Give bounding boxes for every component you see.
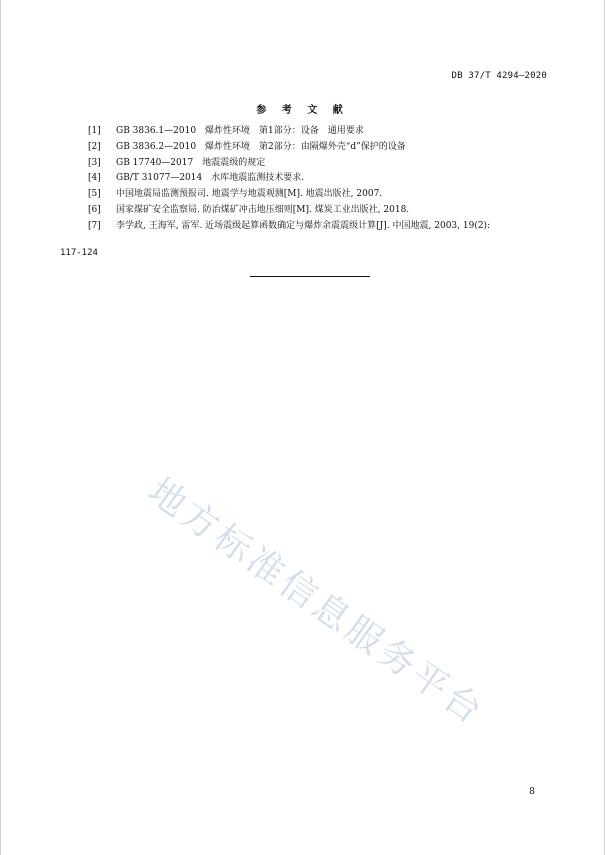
reference-text: GB 3836.2—2010 爆炸性环境 第2部分：由隔爆外壳“d”保护的设备 — [116, 141, 406, 152]
reference-item-1 — [88, 124, 558, 140]
reference-number: [4] — [88, 173, 101, 184]
reference-item-4 — [88, 171, 558, 187]
reference-text: 国家煤矿安全监察局. 防治煤矿冲击地压细则[M]. 煤炭工业出版社, 2018. — [116, 204, 410, 215]
reference-number: [7] — [88, 220, 101, 231]
reference-list — [88, 124, 558, 235]
reference-text: GB/T 31077—2014 水库地震监测技术要求. — [116, 173, 305, 184]
reference-number: [6] — [88, 204, 101, 215]
reference-text: GB 17740—2017 地震震级的规定 — [116, 157, 266, 168]
reference-number: [3] — [88, 157, 101, 168]
reference-text: GB 3836.1—2010 爆炸性环境 第1部分：设备 通用要求 — [116, 126, 364, 136]
page-number: 8 — [529, 787, 535, 797]
reference-item-2 — [88, 140, 558, 156]
reference-item-5 — [88, 187, 558, 203]
reference-item-6 — [88, 203, 558, 219]
reference-item-7 — [88, 219, 558, 235]
reference-item-3 — [88, 156, 558, 172]
reference-number: [2] — [88, 141, 101, 152]
standard-code: DB 37/T 4294—2020 — [451, 71, 547, 81]
reference-number: [5] — [88, 189, 101, 200]
end-of-document-rule — [250, 276, 370, 277]
reference-7-continuation: 117-124 — [60, 248, 98, 258]
reference-text: 李学政, 王海军, 雷军. 近场震级起算函数确定与爆炸余震震级计算[J]. 中国地震, 2003, 19(2): — [116, 220, 491, 231]
watermark: 地方标准信息服务平台 — [140, 470, 492, 734]
reference-number: [1] — [88, 126, 101, 136]
reference-text: 中国地震局监测预报司. 地震学与地震观测[M]. 地震出版社, 2007. — [116, 189, 383, 200]
section-title: 参 考 文 献 — [256, 105, 349, 116]
